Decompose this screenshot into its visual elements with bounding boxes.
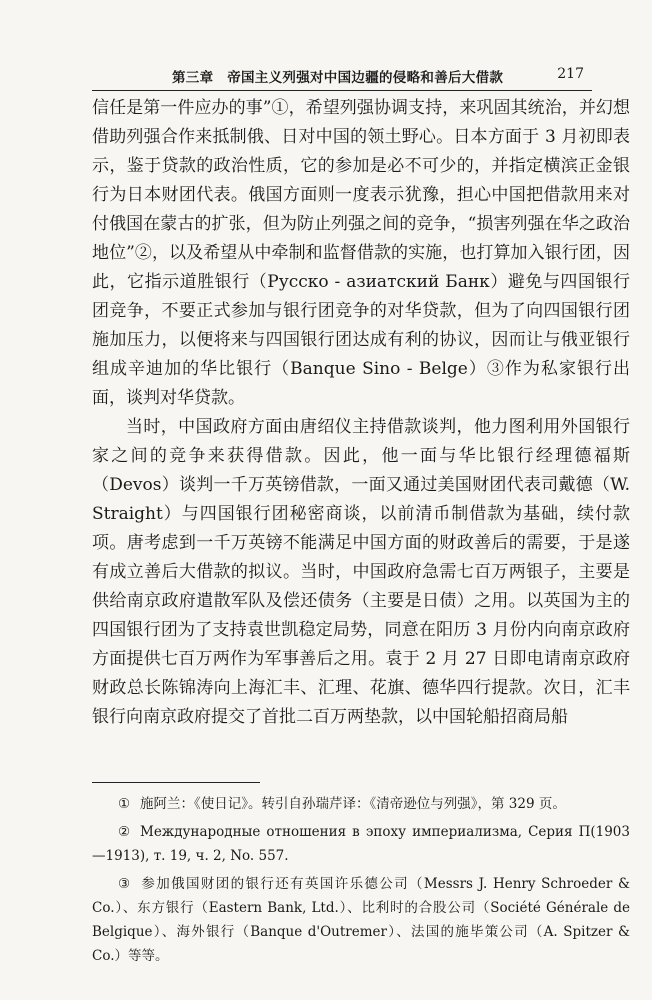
footnote-3 (92, 872, 630, 968)
running-title: 第三章 帝国主义列强对中国边疆的侵略和善后大借款 (172, 70, 504, 86)
header-rule (92, 90, 592, 91)
footnote-1 (92, 792, 630, 816)
footnote-mark: ③ (118, 876, 131, 892)
footnote-text: 施阿兰：《使日记》。转引自孙瑞芹译：《清帝逊位与列强》，第 329 页。 (140, 796, 566, 812)
paragraph-1: 信任是第一件应办的事”①，希望列强协调支持，来巩固其统治，并幻想借助列强合作来抵制俄、日对中国的领土野心。日本方面于 3 月初即表示，鉴于贷款的政治性质，它的参加是必不可少的，并指定横滨正金银行为日本财团代表。俄国方面则一度表示犹豫，担心中国把借款用来对付俄国在蒙古的扩张，但为防止列强之间的竞争，“损害列强在华之政治地位”②，以及希望从中牵制和监督借款的实施，也打算加入银行团，因此，它指示道胜银行（Русско - азиатский Банк）避免与四国银行团竞争，不要正式参加与银行团竞争的对华贷款，但为了向四国银行团施加压力，以便将来与四国银行团达成有利的协议，因而让与俄亚银行组成辛迪加的华比银行（Banque Sino - Belge）③作为私家银行出面，谈判对华贷款。 (92, 98, 630, 408)
footnote-rule (92, 782, 260, 783)
page-number: 217 (557, 66, 584, 82)
paragraph-2: 当时，中国政府方面由唐绍仪主持借款谈判，他力图利用外国银行家之间的竞争来获得借款。因此，他一面与华比银行经理德福斯（Devos）谈判一千万英镑借款，一面又通过美国财团代表司戴德（W. Straight）与四国银行团秘密商谈，以前清币制借款为基础，续付款项。唐考虑到一千万英镑不能满足中国方面的财政善后的需要，于是遂有成立善后大借款的拟议。当时，中国政府急需七百万两银子，主要是供给南京政府遣散军队及偿还债务（主要是日债）之用。以英国为主的四国银行团为了支持袁世凯稳定局势，同意在阳历 3 月份内向南京政府方面提供七百万两作为军事善后之用。袁于 2 月 27 日即电请南京政府财政总长陈锦涛向上海汇丰、汇理、花旗、德华四行提款。次日，汇丰银行向南京政府提交了首批二百万两垫款，以中国轮船招商局船 (92, 417, 630, 727)
footnote-text: Международные отношения в эпоху империализма, Серия П(1903—1913), т. 19, ч. 2, No. 557. (92, 824, 630, 864)
footnote-2 (92, 820, 630, 868)
footnotes (92, 790, 630, 972)
footnote-mark: ① (118, 796, 131, 812)
footnote-text: 参加俄国财团的银行还有英国许乐德公司（Messrs J. Henry Schroeder & Co.）、东方银行（Eastern Bank, Ltd.）、比利时的合股公司（Société Générale de Belgique）、海外银行（Banque d'Outremer）、法国的施毕策公司（A. Spitzer & Co.）等等。 (92, 876, 630, 964)
footnote-mark: ② (118, 824, 131, 840)
running-header (92, 62, 592, 88)
body-text (92, 94, 630, 732)
